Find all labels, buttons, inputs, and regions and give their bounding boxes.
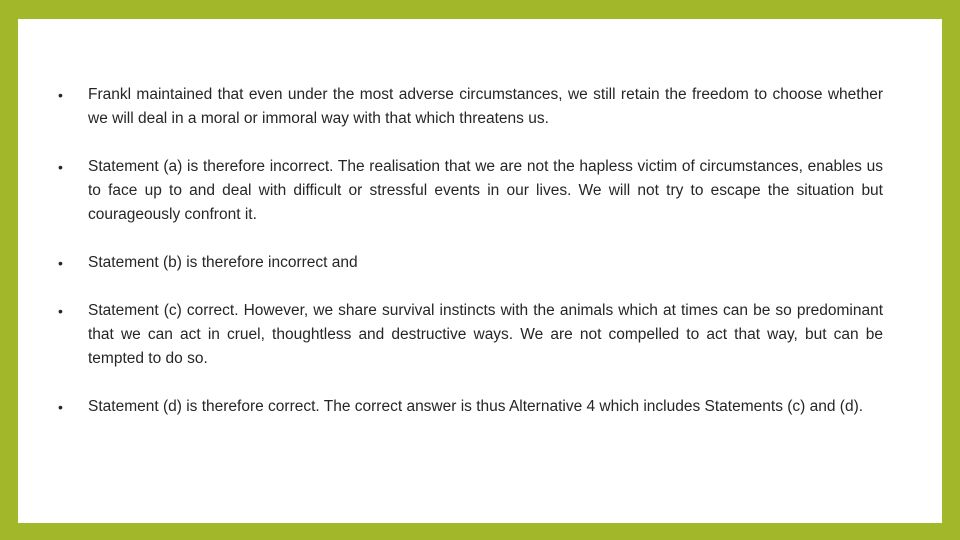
bullet-item-statement-d: • Statement (d) is therefore correct. The correct answer is thus Alternative 4 which includes Statements (c) and (d). <box>76 395 883 419</box>
bullet-list <box>76 83 883 443</box>
slide-content <box>18 19 942 523</box>
bullet-item-statement-a: • Statement (a) is therefore incorrect. The realisation that we are not the hapless victim of circumstances, enables us to face up to and deal with difficult or stressful events in our lives. We will not try to escape the situation but courageously confront it. <box>76 155 883 227</box>
bullet-item-statement-b: • Statement (b) is therefore incorrect and <box>76 251 883 275</box>
bullet-item-statement-c: • Statement (c) correct. However, we share survival instincts with the animals which at times can be so predominant that we can act in cruel, thoughtless and destructive ways. We are not compelled to act that way, but can be tempted to do so. <box>76 299 883 371</box>
bullet-item-frankl: • Frankl maintained that even under the most adverse circumstances, we still retain the freedom to choose whether we will deal in a moral or immoral way with that which threatens us. <box>76 83 883 131</box>
